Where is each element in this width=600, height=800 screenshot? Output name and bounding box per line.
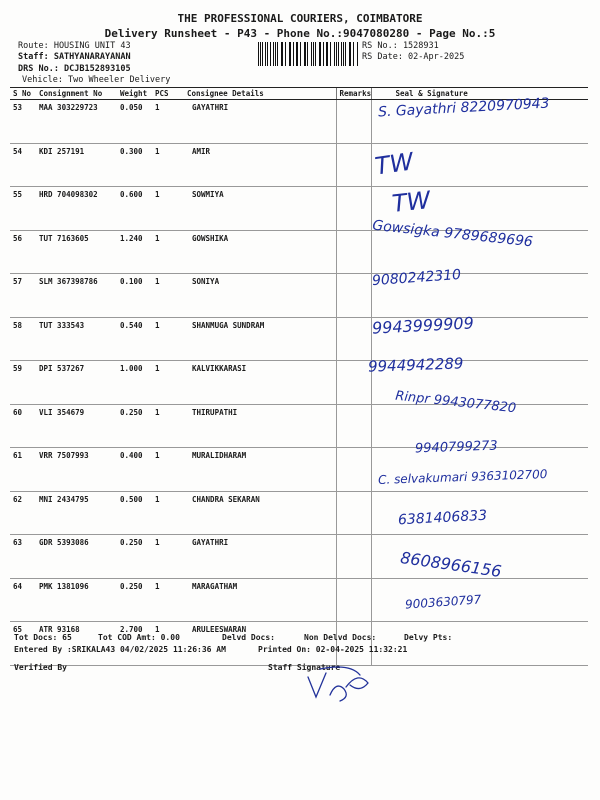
cell-consignee: KALVIKKARASI xyxy=(184,361,336,405)
table-row xyxy=(10,578,588,622)
staff-signature-scribble xyxy=(300,665,380,705)
document-title: THE PROFESSIONAL COURIERS, COIMBATORE xyxy=(177,12,423,25)
cell-sno: 57 xyxy=(10,274,36,318)
handwritten-signature: 8608966156 xyxy=(399,548,503,581)
col-consignee: Consignee Details xyxy=(184,88,336,100)
cell-consignee: MURALIDHARAM xyxy=(184,448,336,492)
barcode xyxy=(258,42,358,66)
col-sno: S No xyxy=(10,88,36,100)
cell-remarks xyxy=(336,404,371,448)
barcode-bar xyxy=(258,42,259,66)
document-subtitle: Delivery Runsheet - P43 - Phone No.:9047080280 - Page No.:5 xyxy=(104,27,496,40)
cell-remarks xyxy=(336,361,371,405)
cell-sno: 63 xyxy=(10,535,36,579)
cell-consignee: CHANDRA SEKARAN xyxy=(184,491,336,535)
cell-consignment: GDR 5393086 xyxy=(36,535,117,579)
cell-weight: 0.250 xyxy=(117,404,152,448)
barcode-bar xyxy=(307,42,308,66)
cell-consignment: ATR 93168 xyxy=(36,622,117,666)
cell-sno: 59 xyxy=(10,361,36,405)
rs-number: RS No.: 1528931 xyxy=(362,41,439,51)
cell-consignee: SOWMIYA xyxy=(184,187,336,231)
cell-weight: 0.250 xyxy=(117,578,152,622)
col-weight: Weight xyxy=(117,88,152,100)
barcode-bar xyxy=(341,42,342,66)
rs-date: RS Date: 02-Apr-2025 xyxy=(362,52,465,62)
cell-pcs: 1 xyxy=(152,274,184,318)
table-row xyxy=(10,274,588,318)
barcode-bar xyxy=(270,42,271,66)
cell-consignment: TUT 7163605 xyxy=(36,230,117,274)
cell-signature xyxy=(371,622,588,666)
handwritten-signature: 9080242310 xyxy=(371,266,462,290)
total-docs: Tot Docs: 65 xyxy=(14,633,72,642)
cell-consignee: THIRUPATHI xyxy=(184,404,336,448)
cell-weight: 0.540 xyxy=(117,317,152,361)
cell-remarks xyxy=(336,622,371,666)
cell-pcs: 1 xyxy=(152,230,184,274)
cell-remarks xyxy=(336,143,371,187)
barcode-bar xyxy=(277,42,278,66)
cell-sno: 64 xyxy=(10,578,36,622)
handwritten-signature: TW xyxy=(390,186,432,218)
cell-sno: 53 xyxy=(10,100,36,144)
col-remarks: Remarks xyxy=(336,88,371,100)
cell-pcs: 1 xyxy=(152,100,184,144)
staff-signature-label: Staff Signature xyxy=(268,663,341,672)
cell-consignee: AMIR xyxy=(184,143,336,187)
cell-consignment: MNI 2434795 xyxy=(36,491,117,535)
cell-weight: 0.500 xyxy=(117,491,152,535)
cell-pcs: 1 xyxy=(152,622,184,666)
cell-sno: 56 xyxy=(10,230,36,274)
cell-sno: 58 xyxy=(10,317,36,361)
cell-consignee: GAYATHRI xyxy=(184,535,336,579)
cell-consignment: HRD 704098302 xyxy=(36,187,117,231)
cell-remarks xyxy=(336,187,371,231)
cell-remarks xyxy=(336,578,371,622)
drs-number: DRS No.: DCJB152893105 xyxy=(18,64,131,74)
table-row xyxy=(10,317,588,361)
cell-consignment: SLM 367398786 xyxy=(36,274,117,318)
cell-consignee: GOWSHIKA xyxy=(184,230,336,274)
col-consignment: Consignment No xyxy=(36,88,117,100)
cell-pcs: 1 xyxy=(152,143,184,187)
delivery-points: Delvy Pts: xyxy=(404,633,453,642)
vehicle-label: Vehicle: Two Wheeler Delivery xyxy=(22,75,171,85)
cell-consignment: MAA 303229723 xyxy=(36,100,117,144)
cell-consignee: SONIYA xyxy=(184,274,336,318)
cell-pcs: 1 xyxy=(152,404,184,448)
barcode-bar xyxy=(265,42,266,66)
runsheet-table xyxy=(10,87,588,666)
cell-weight: 1.240 xyxy=(117,230,152,274)
cell-sno: 54 xyxy=(10,143,36,187)
table-row xyxy=(10,361,588,405)
cell-pcs: 1 xyxy=(152,535,184,579)
cell-consignee: MARAGATHAM xyxy=(184,578,336,622)
cell-pcs: 1 xyxy=(152,578,184,622)
cell-pcs: 1 xyxy=(152,448,184,492)
cell-pcs: 1 xyxy=(152,317,184,361)
cell-consignment: VRR 7507993 xyxy=(36,448,117,492)
barcode-bar xyxy=(290,42,291,66)
printed-on: Printed On: 02-04-2025 11:32:21 xyxy=(258,645,408,654)
cell-sno: 61 xyxy=(10,448,36,492)
col-signature: Seal & Signature xyxy=(371,88,588,100)
col-pcs: PCS xyxy=(152,88,184,100)
entered-by: Entered By :SRIKALA43 04/02/2025 11:26:36 AM xyxy=(14,645,226,654)
barcode-bar xyxy=(320,42,321,66)
verified-by-label: Verified By xyxy=(14,663,67,672)
cell-remarks xyxy=(336,491,371,535)
cell-pcs: 1 xyxy=(152,361,184,405)
handwritten-signature: 6381406833 xyxy=(397,507,488,529)
cell-pcs: 1 xyxy=(152,187,184,231)
cell-weight: 0.300 xyxy=(117,143,152,187)
cell-remarks xyxy=(336,448,371,492)
cell-weight: 0.100 xyxy=(117,274,152,318)
cell-weight: 0.250 xyxy=(117,535,152,579)
barcode-bar xyxy=(349,42,350,66)
handwritten-signature: Gowsigka 9789689696 xyxy=(371,217,534,251)
barcode-bar xyxy=(282,42,283,66)
cell-consignment: TUT 333543 xyxy=(36,317,117,361)
cell-consignee: SHANMUGA SUNDRAM xyxy=(184,317,336,361)
table-row xyxy=(10,622,588,666)
barcode-bar xyxy=(327,42,328,66)
staff-label: Staff: SATHYANARAYANAN xyxy=(18,52,131,62)
handwritten-signature: 9944942289 xyxy=(367,354,464,376)
cell-remarks xyxy=(336,274,371,318)
cell-remarks xyxy=(336,317,371,361)
handwritten-signature: TW xyxy=(373,147,416,181)
cell-remarks xyxy=(336,230,371,274)
cell-pcs: 1 xyxy=(152,491,184,535)
handwritten-signature: 9943999909 xyxy=(371,313,475,338)
cell-consignee: GAYATHRI xyxy=(184,100,336,144)
cell-weight: 1.000 xyxy=(117,361,152,405)
cell-consignment: VLI 354679 xyxy=(36,404,117,448)
barcode-bar xyxy=(300,42,301,66)
handwritten-signature: 9003630797 xyxy=(404,592,482,612)
non-delivered-docs: Non Delvd Docs: xyxy=(304,633,377,642)
cell-sno: 65 xyxy=(10,622,36,666)
cell-consignment: PMK 1381096 xyxy=(36,578,117,622)
cell-consignment: KDI 257191 xyxy=(36,143,117,187)
cell-sno: 60 xyxy=(10,404,36,448)
total-cod-amount: Tot COD Amt: 0.00 xyxy=(98,633,180,642)
handwritten-signature: 9940799273 xyxy=(414,438,498,457)
barcode-bar xyxy=(353,42,354,66)
cell-sno: 55 xyxy=(10,187,36,231)
cell-sno: 62 xyxy=(10,491,36,535)
table-row xyxy=(10,187,588,231)
barcode-bar xyxy=(334,42,335,66)
handwritten-signature: S. Gayathri 8220970943 xyxy=(377,95,550,121)
delivered-docs: Delvd Docs: xyxy=(222,633,275,642)
cell-remarks xyxy=(336,535,371,579)
cell-weight: 0.400 xyxy=(117,448,152,492)
cell-weight: 2.700 xyxy=(117,622,152,666)
handwritten-signature: C. selvakumari 9363102700 xyxy=(377,467,548,487)
table-row xyxy=(10,491,588,535)
barcode-bar xyxy=(315,42,316,66)
cell-weight: 0.600 xyxy=(117,187,152,231)
handwritten-signature: Rinpr 9943077820 xyxy=(394,388,517,417)
cell-consignee: ARULEESWARAN xyxy=(184,622,336,666)
cell-weight: 0.050 xyxy=(117,100,152,144)
table-row xyxy=(10,143,588,187)
barcode-bar xyxy=(297,42,298,66)
cell-consignment: DPI 537267 xyxy=(36,361,117,405)
cell-remarks xyxy=(336,100,371,144)
route-label: Route: HOUSING UNIT 43 xyxy=(18,41,131,51)
